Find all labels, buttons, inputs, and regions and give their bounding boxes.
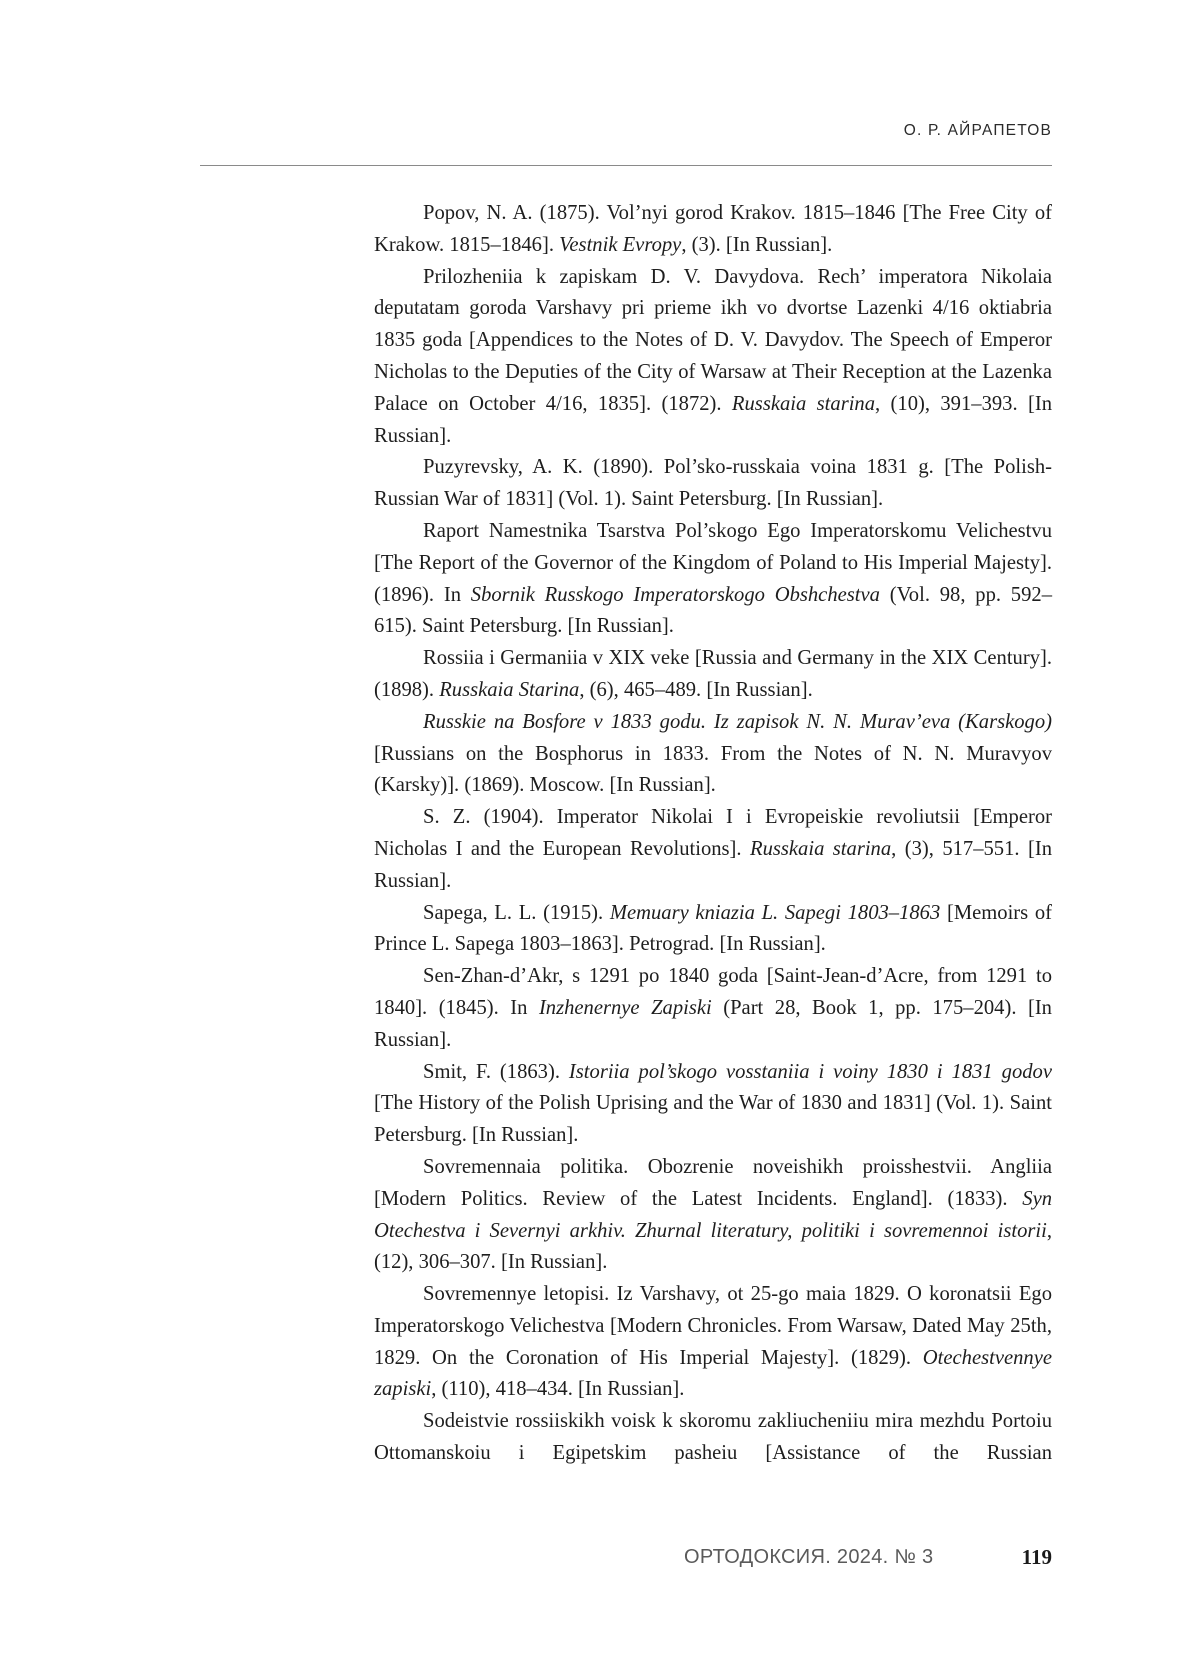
reference-entry <box>374 643 1052 707</box>
reference-entry <box>374 262 1052 453</box>
reference-text: , (6), 465–489. [In Russian]. <box>579 679 812 701</box>
reference-title-italic: Vestnik Evropy <box>559 234 681 256</box>
reference-entry <box>374 707 1052 802</box>
header-rule <box>200 165 1052 166</box>
reference-text: Rossiia i Germaniia v XIX veke [Russia and Germany in the XIX Century]. (1898). <box>374 647 1052 701</box>
reference-text: [The History of the Polish Uprising and the War of 1830 and 1831] (Vol. 1). Saint Petersburg. [In Russian]. <box>374 1092 1052 1146</box>
reference-text: S. Z. (1904). Imperator Nikolai I i Evropeiskie revoliutsii [Emperor Nicholas I and the European Revolutions]. <box>374 806 1052 860</box>
reference-text: Sapega, L. L. (1915). <box>423 902 610 924</box>
reference-text: [Memoirs of Prince L. Sapega 1803–1863]. Petrograd. [In Russian]. <box>374 902 1052 956</box>
reference-text: (Vol. 98, pp. 592–615). Saint Petersburg. [In Russian]. <box>374 584 1052 638</box>
running-head-author: О. Р. АЙРАПЕТОВ <box>904 122 1052 140</box>
reference-text: , (110), 418–434. [In Russian]. <box>431 1378 684 1400</box>
reference-text: Sovremennye letopisi. Iz Varshavy, ot 25-go maia 1829. O koronatsii Ego Imperatorskogo Velichestva [Modern Chronicles. From Warsaw, Dated May 25th, 1829. On the Coronation of His Imperial Majesty]. (1829). <box>374 1283 1052 1369</box>
reference-text: , (12), 306–307. [In Russian]. <box>374 1220 1052 1274</box>
reference-title-italic: Russkaia starina <box>732 393 875 415</box>
reference-text: [Russians on the Bosphorus in 1833. From the Notes of N. N. Muravyov (Karsky)]. (1869). Moscow. [In Russian]. <box>374 743 1052 797</box>
reference-entry <box>374 516 1052 643</box>
reference-text: Popov, N. A. (1875). Vol’nyi gorod Krakov. 1815–1846 [The Free City of Krakow. 1815–1846]. <box>374 202 1052 256</box>
reference-entry <box>374 961 1052 1056</box>
reference-text: , (3), 517–551. [In Russian]. <box>374 838 1052 892</box>
reference-title-italic: Inzhenernye Zapiski <box>539 997 712 1019</box>
reference-list <box>374 198 1052 1470</box>
page-number: 119 <box>1022 1545 1052 1570</box>
reference-title-italic: Otechestvennye zapiski <box>374 1347 1052 1401</box>
footer-journal-title: ОРТОДОКСИЯ. 2024. № 3 <box>684 1546 933 1569</box>
reference-entry <box>374 198 1052 262</box>
reference-text: , (10), 391–393. [In Russian]. <box>374 393 1052 447</box>
reference-text: Sodeistvie rossiiskikh voisk k skoromu zakliucheniiu mira mezhdu Portoiu Ottomanskoiu i Egipetskim pasheiu [Assistance of the Russian <box>374 1410 1052 1464</box>
reference-title-italic: Memuary kniazia L. Sapegi 1803–1863 <box>610 902 940 924</box>
reference-title-italic: Istoriia pol’skogo vosstaniia i voiny 1830 i 1831 godov <box>569 1061 1052 1083</box>
reference-text: Puzyrevsky, A. K. (1890). Pol’sko-russkaia voina 1831 g. [The Polish-Russian War of 1831] (Vol. 1). Saint Petersburg. [In Russian]. <box>374 456 1052 510</box>
reference-text: Smit, F. (1863). <box>423 1061 569 1083</box>
reference-entry <box>374 452 1052 516</box>
reference-text: Sen-Zhan-d’Akr, s 1291 po 1840 goda [Saint-Jean-d’Acre, from 1291 to 1840]. (1845). In <box>374 965 1052 1019</box>
reference-entry <box>374 898 1052 962</box>
reference-text: (Part 28, Book 1, pp. 175–204). [In Russian]. <box>374 997 1052 1051</box>
reference-entry <box>374 802 1052 897</box>
reference-entry <box>374 1057 1052 1152</box>
reference-title-italic: Russkaia Starina <box>439 679 579 701</box>
reference-text: Raport Namestnika Tsarstva Pol’skogo Ego Imperatorskomu Velichestvu [The Report of the Governor of the Kingdom of Poland to His Imperial Majesty]. (1896). In <box>374 520 1052 606</box>
reference-text: Prilozheniia k zapiskam D. V. Davydova. Rech’ imperatora Nikolaia deputatam goroda Varshavy pri prieme ikh vo dvortse Lazenki 4/16 oktiabria 1835 goda [Appendices to the Notes of D. V. Davydov. The Speech of Emperor Nicholas to the Deputies of the City of Warsaw at Their Reception at the Lazenka Palace on October 4/16, 1835]. (1872). <box>374 266 1052 415</box>
reference-entry <box>374 1152 1052 1279</box>
reference-text: , (3). [In Russian]. <box>681 234 832 256</box>
reference-title-italic: Sbornik Russkogo Imperatorskogo Obshchestva <box>471 584 880 606</box>
reference-title-italic: Russkaia starina <box>750 838 891 860</box>
reference-entry <box>374 1406 1052 1470</box>
reference-entry <box>374 1279 1052 1406</box>
reference-title-italic: Russkie na Bosfore v 1833 godu. Iz zapisok N. N. Murav’eva (Karskogo) <box>423 711 1052 733</box>
reference-text: Sovremennaia politika. Obozrenie noveishikh proisshestvii. Angliia [Modern Politics. Review of the Latest Incidents. England]. (1833). <box>374 1156 1052 1210</box>
reference-title-italic: Syn Otechestva i Severnyi arkhiv. Zhurnal literatury, politiki i sovremennoi istorii <box>374 1188 1052 1242</box>
